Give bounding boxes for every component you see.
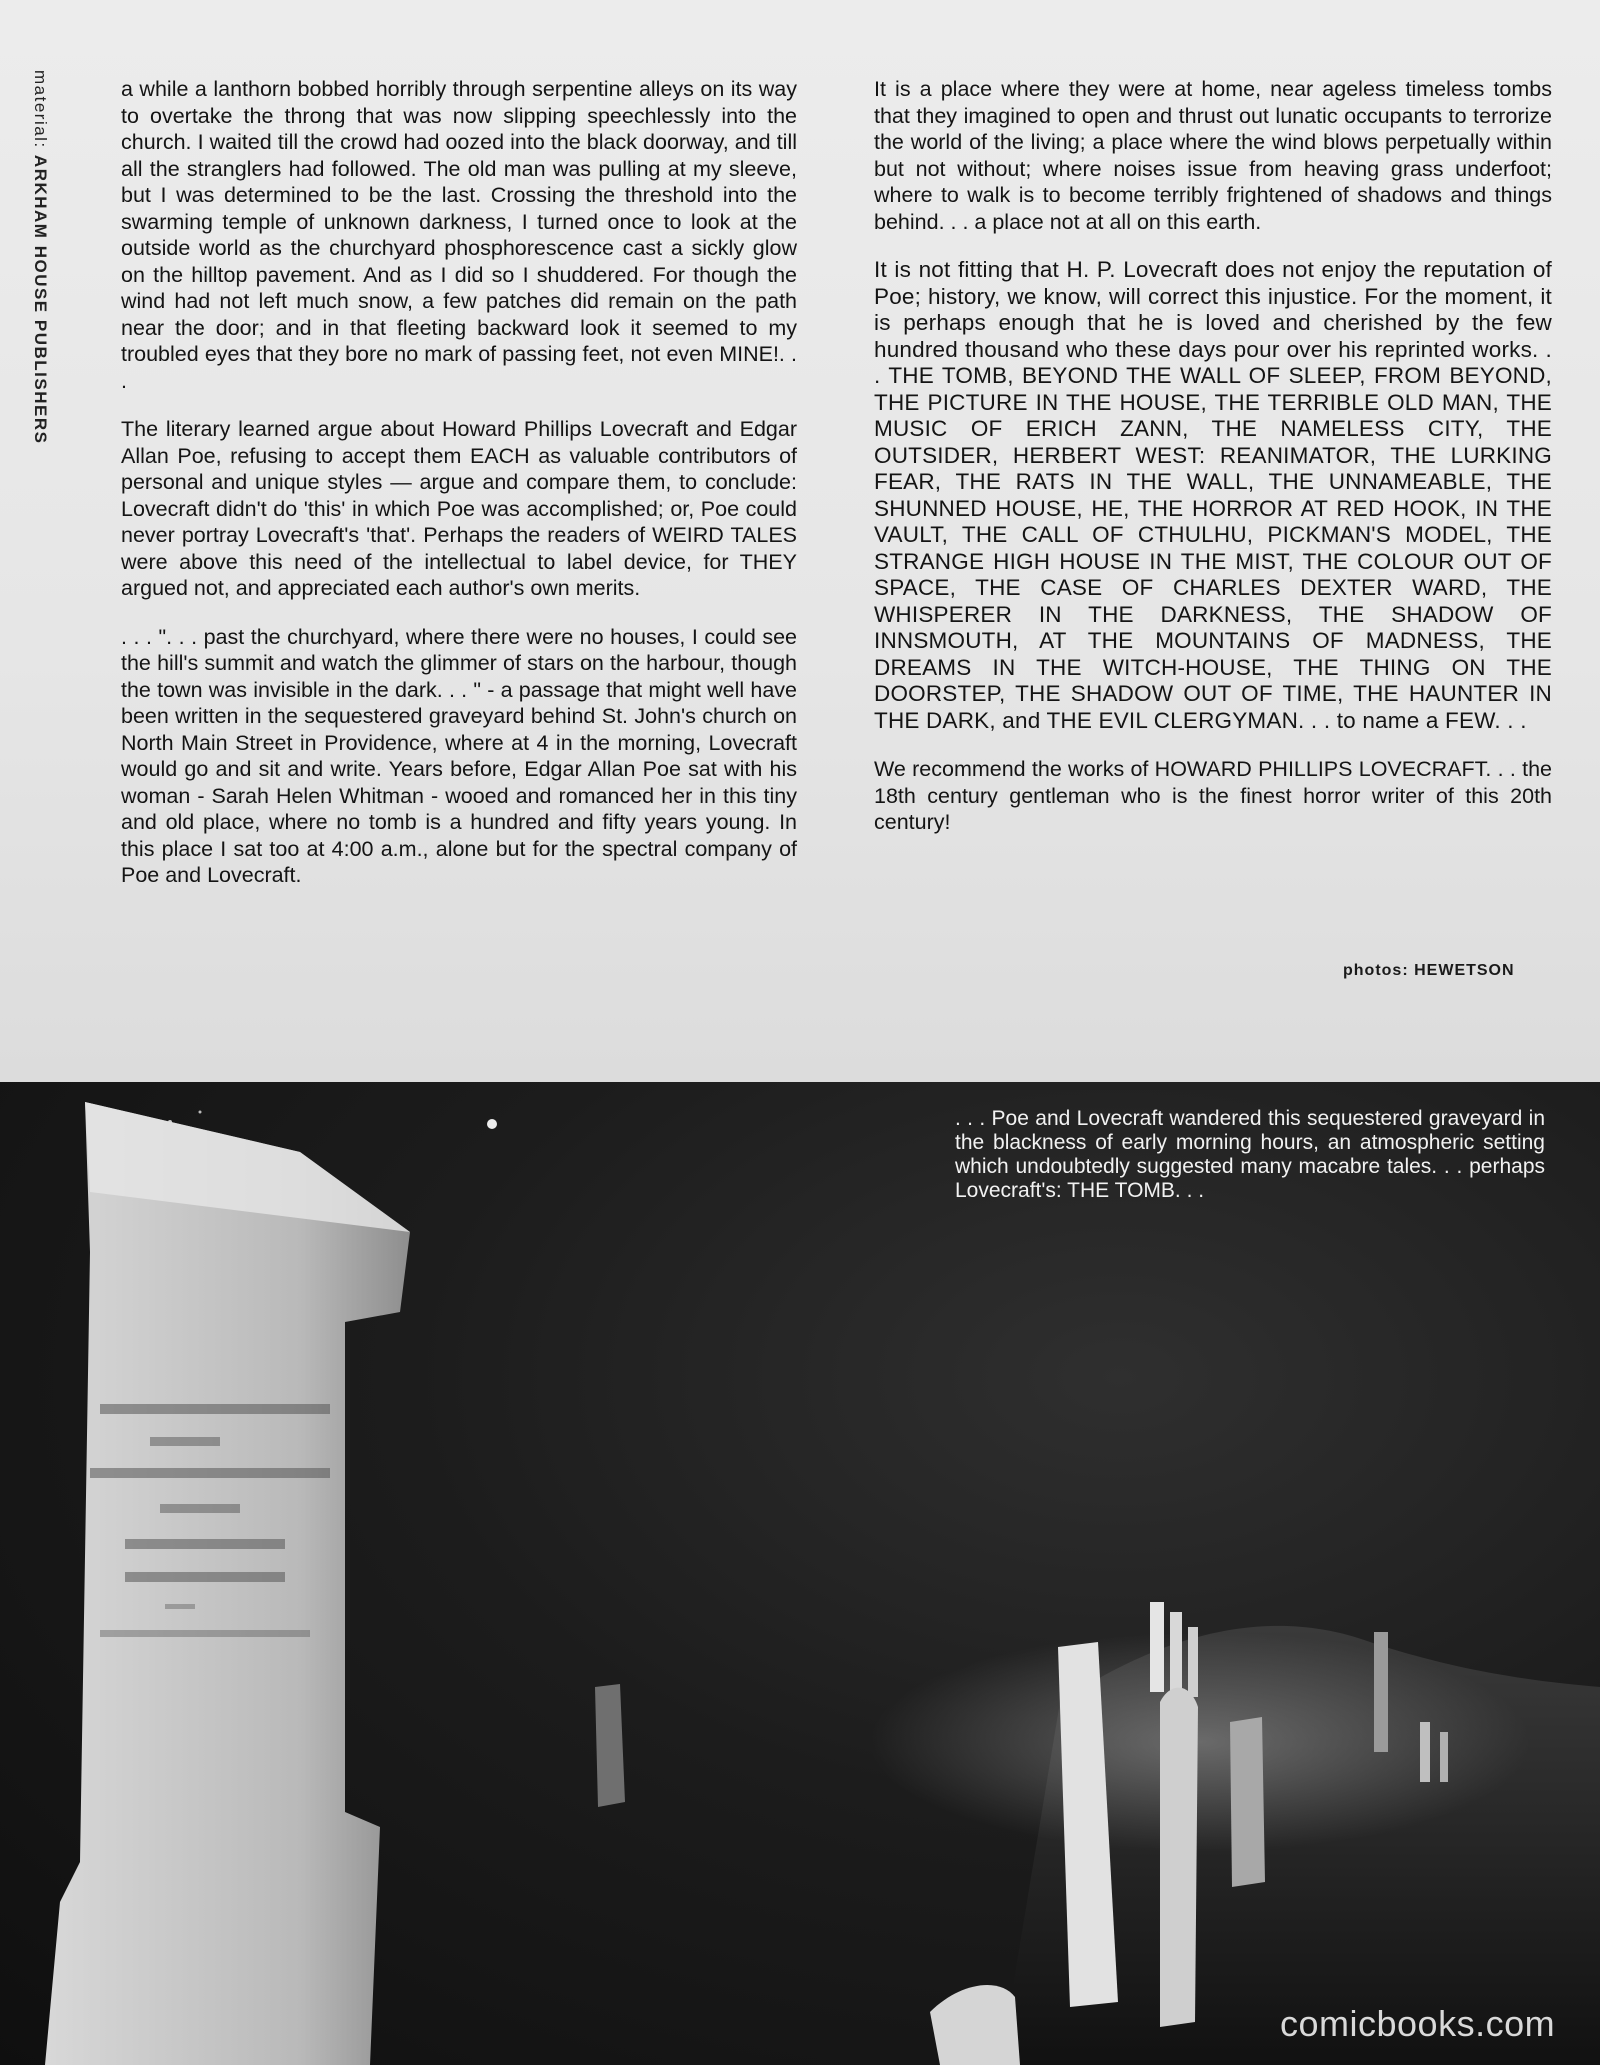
left-paragraph-1: a while a lanthorn bobbed horribly through serpentine alleys on its way to overtake the throng that was now slipping speechlessly into the church. I waited till the crowd had oozed into the black doorway, and till all the stranglers had followed. The old man was pulling at my sleeve, but I was determined to be the last. Crossing the threshold into the swarming temple of unknown darkness, I turned once to look at the outside world as the churchyard phosphorescence cast a sickly glow on the hilltop pavement. And as I did so I shuddered. For though the wind had not left much snow, a few patches did remain on the path near the door; and in that fleeting backward look it seemed to my troubled eyes that they bore no mark of passing feet, not even MINE!. . . [121,77,797,393]
side-credit-label: material: [31,70,50,149]
right-text-column [874,76,1552,858]
left-text-column [121,76,797,911]
side-credit [30,70,50,444]
photo-credit-label: photos: [1343,962,1409,979]
left-paragraph-3: . . . ". . . past the churchyard, where there were no houses, I could see the hill's summit and watch the glimmer of stars on the harbour, though the town was invisible in the dark. . . " - a passage that might well have been written in the sequestered graveyard behind St. John's church on North Main Street in Providence, where at 4 in the morning, Lovecraft would go and sit and write. Years before, Edgar Allan Poe sat with his woman - Sarah Helen Whitman - wooed and romanced her in this tiny and old place, where no tomb is a hundred and fifty years young. In this place I sat too at 4:00 a.m., alone but for the spectral company of Poe and Lovecraft. [121,624,797,887]
right-paragraph-2: It is not fitting that H. P. Lovecraft does not enjoy the reputation of Poe; history, we know, will correct this injustice. For the moment, it is perhaps enough that he is loved and cherished by the few hundred thousand who these days pour over his reprinted works. . . THE TOMB, BEYOND THE WALL OF SLEEP, FROM BEYOND, THE PICTURE IN THE HOUSE, THE TERRIBLE OLD MAN, THE MUSIC OF ERICH ZANN, THE NAMELESS CITY, THE OUTSIDER, HERBERT WEST: REANIMATOR, THE LURKING FEAR, THE RATS IN THE WALL, THE UNNAMEABLE, THE SHUNNED HOUSE, HE, THE HORROR AT RED HOOK, IN THE VAULT, THE CALL OF CTHULHU, PICKMAN'S MODEL, THE STRANGE HIGH HOUSE IN THE MIST, THE COLOUR OUT OF SPACE, THE CASE OF CHARLES DEXTER WARD, THE WHISPERER IN THE DARKNESS, THE SHADOW OF INNSMOUTH, AT THE MOUNTAINS OF MADNESS, THE DREAMS IN THE WITCH-HOUSE, THE THING ON THE DOORSTEP, THE SHADOW OUT OF TIME, THE HAUNTER IN THE DARK, and THE EVIL CLERGYMAN. . . to name a FEW. . . [874,257,1552,733]
side-credit-publisher: ARKHAM HOUSE PUBLISHERS [31,154,50,445]
graveyard-illustration [0,1082,1600,2065]
photo-caption: . . . Poe and Lovecraft wandered this sequestered graveyard in the blackness of early morning hours, an atmospheric setting which undoubtedly suggested many macabre tales. . . perhaps Lovecraft's: THE TOMB. . . [955,1107,1545,1202]
photo-credit [1343,962,1515,980]
graveyard-photo [0,1082,1600,2065]
right-paragraph-3: We recommend the works of HOWARD PHILLIPS LOVECRAFT. . . the 18th century gentleman who is the finest horror writer of this 20th century! [874,757,1552,834]
right-paragraph-1: It is a place where they were at home, near ageless timeless tombs that they imagined to open and thrust out lunatic occupants to terrorize the world of the living; a place where the wind blows perpetually within but not without; where noises issue from heaving grass underfoot; where to walk is to become terribly frightened of shadows and things behind. . . a place not at all on this earth. [874,77,1552,234]
watermark: comicbooks.com [1280,2003,1556,2044]
small-headstone [930,1985,1020,2065]
rounded-headstone [1160,1688,1198,2027]
photo-credit-name: HEWETSON [1414,962,1515,979]
left-paragraph-2: The literary learned argue about Howard Phillips Lovecraft and Edgar Allan Poe, refusing to accept them EACH as valuable contributors of personal and unique styles — argue and compare them, to conclude: Lovecraft didn't do 'this' in which Poe was accomplished; or, Poe could never portray Lovecraft's 'that'. Perhaps the readers of WEIRD TALES were above this need of the intellectual to label device, for THEY argued not, and appreciated each author's own merits. [121,417,797,600]
distant-stone [1150,1602,1164,1692]
moon-speck [487,1119,497,1129]
large-monument [45,1102,410,2065]
